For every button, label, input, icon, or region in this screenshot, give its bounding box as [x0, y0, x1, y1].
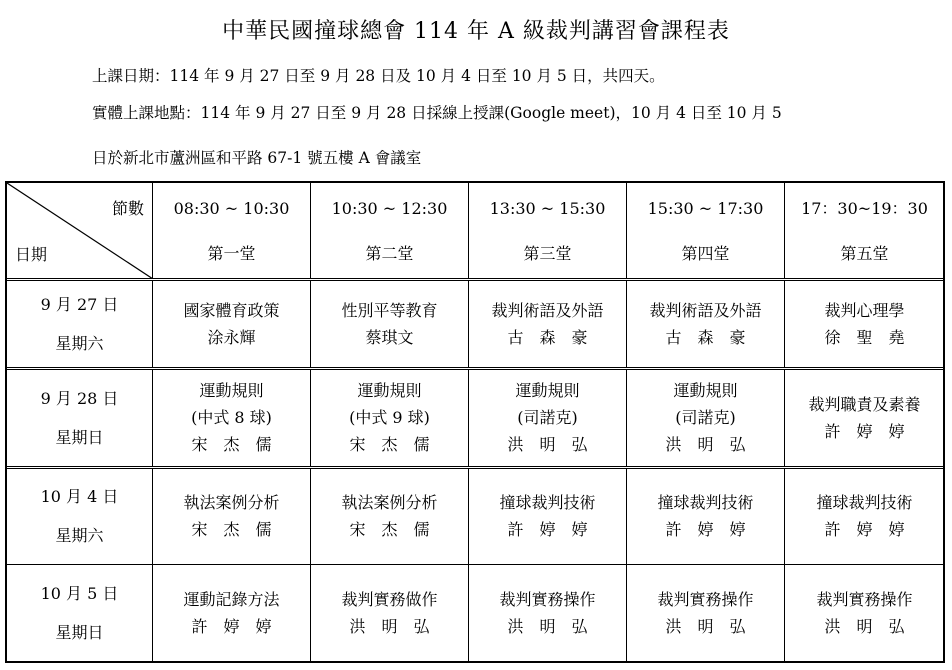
course-subtitle: (中式 9 球) [349, 408, 430, 428]
course-cell [153, 368, 311, 467]
period-header-2 [311, 183, 469, 280]
weekday: 星期六 [55, 526, 104, 546]
course-title: 撞球裁判技術 [657, 493, 754, 513]
course-title: 運動規則 [357, 381, 422, 401]
instructor: 許 婷 婷 [191, 616, 272, 636]
table-row [7, 564, 945, 661]
course-cell [627, 564, 785, 661]
course-subtitle: (司諾克) [675, 408, 736, 428]
course-cell [469, 564, 627, 661]
period-header-3 [469, 183, 627, 280]
course-cell [311, 467, 469, 564]
course-title: 裁判術語及外語 [649, 300, 762, 320]
period-name: 第二堂 [365, 243, 414, 263]
table-row [7, 280, 945, 369]
period-time: 10:30 ~ 12:30 [331, 198, 448, 218]
corner-cell [7, 183, 153, 280]
course-title: 國家體育政策 [183, 300, 280, 320]
venue-line-2: 日於新北市蘆洲區和平路 67-1 號五樓 A 會議室 [92, 149, 422, 167]
weekday: 星期日 [55, 622, 104, 642]
course-title: 撞球裁判技術 [816, 493, 913, 513]
instructor: 宋 杰 儒 [349, 520, 430, 540]
instructor: 宋 杰 儒 [191, 520, 272, 540]
course-title: 運動規則 [673, 381, 738, 401]
course-cell [311, 280, 469, 369]
schedule-table [6, 182, 945, 662]
instructor: 宋 杰 儒 [191, 435, 272, 455]
course-cell [785, 368, 945, 467]
date-cell [7, 467, 153, 564]
weekday: 星期六 [55, 333, 104, 353]
instructor: 洪 明 弘 [507, 616, 588, 636]
corner-label-period: 節數 [111, 199, 144, 218]
period-header-5 [785, 183, 945, 280]
course-title: 裁判實務操作 [499, 589, 596, 609]
venue-line-1: 實體上課地點：114 年 9 月 27 日至 9 月 28 日採線上授課(Google meet)，10 月 4 日至 10 月 5 [92, 104, 782, 122]
date: 9 月 27 日 [40, 294, 119, 314]
course-subtitle: (中式 8 球) [191, 408, 272, 428]
period-time: 15:30 ~ 17:30 [647, 198, 764, 218]
date: 10 月 4 日 [40, 487, 119, 507]
period-header-1 [153, 183, 311, 280]
instructor: 洪 明 弘 [507, 435, 588, 455]
course-subtitle: (司諾克) [517, 408, 578, 428]
date-cell [7, 564, 153, 661]
instructor: 徐 聖 堯 [824, 327, 905, 347]
header-row [7, 183, 945, 280]
period-name: 第三堂 [523, 243, 572, 263]
course-cell [153, 467, 311, 564]
date: 10 月 5 日 [40, 583, 119, 603]
course-title: 運動規則 [199, 381, 264, 401]
course-cell [785, 280, 945, 369]
course-cell [469, 280, 627, 369]
instructor: 許 婷 婷 [665, 520, 746, 540]
table-row [7, 368, 945, 467]
course-dates: 上課日期：114 年 9 月 27 日至 9 月 28 日及 10 月 4 日至 10 月 5 日，共四天。 [92, 67, 665, 85]
course-title: 撞球裁判技術 [499, 493, 596, 513]
course-cell [627, 368, 785, 467]
period-header-4 [627, 183, 785, 280]
instructor: 宋 杰 儒 [349, 435, 430, 455]
course-cell [785, 467, 945, 564]
instructor: 涂永輝 [207, 327, 256, 347]
instructor: 洪 明 弘 [665, 616, 746, 636]
date-cell [7, 280, 153, 369]
course-cell [785, 564, 945, 661]
course-cell [311, 368, 469, 467]
course-cell [469, 467, 627, 564]
instructor: 蔡琪文 [365, 327, 414, 347]
course-cell [627, 280, 785, 369]
course-cell [153, 280, 311, 369]
period-time: 08:30 ~ 10:30 [173, 198, 290, 218]
course-title: 運動記錄方法 [183, 589, 280, 609]
instructor: 許 婷 婷 [824, 520, 905, 540]
instructor: 洪 明 弘 [824, 616, 905, 636]
course-cell [153, 564, 311, 661]
instructor: 許 婷 婷 [507, 520, 588, 540]
course-title: 執法案例分析 [341, 493, 438, 513]
instructor: 古 森 豪 [665, 327, 746, 347]
period-name: 第四堂 [681, 243, 730, 263]
course-title: 裁判心理學 [824, 300, 905, 320]
date-cell [7, 368, 153, 467]
course-title: 裁判實務做作 [341, 589, 438, 609]
course-cell [311, 564, 469, 661]
period-name: 第五堂 [840, 243, 889, 263]
period-time: 13:30 ~ 15:30 [489, 198, 606, 218]
period-name: 第一堂 [207, 243, 256, 263]
instructor: 古 森 豪 [507, 327, 588, 347]
course-title: 裁判實務操作 [816, 589, 913, 609]
course-title: 性別平等教育 [341, 300, 438, 320]
course-title: 運動規則 [515, 381, 580, 401]
course-title: 執法案例分析 [183, 493, 280, 513]
table-row [7, 467, 945, 564]
period-time: 17：30~19：30 [801, 198, 928, 218]
corner-label-date: 日期 [15, 245, 48, 264]
course-title: 裁判實務操作 [657, 589, 754, 609]
weekday: 星期日 [55, 427, 104, 447]
instructor: 洪 明 弘 [349, 616, 430, 636]
date: 9 月 28 日 [40, 388, 119, 408]
course-title: 裁判術語及外語 [491, 300, 604, 320]
course-cell [469, 368, 627, 467]
course-title: 裁判職責及素養 [808, 394, 921, 414]
course-cell [627, 467, 785, 564]
instructor: 許 婷 婷 [824, 421, 905, 441]
instructor: 洪 明 弘 [665, 435, 746, 455]
document-title: 中華民國撞球總會 114 年 A 級裁判講習會課程表 [222, 19, 730, 44]
